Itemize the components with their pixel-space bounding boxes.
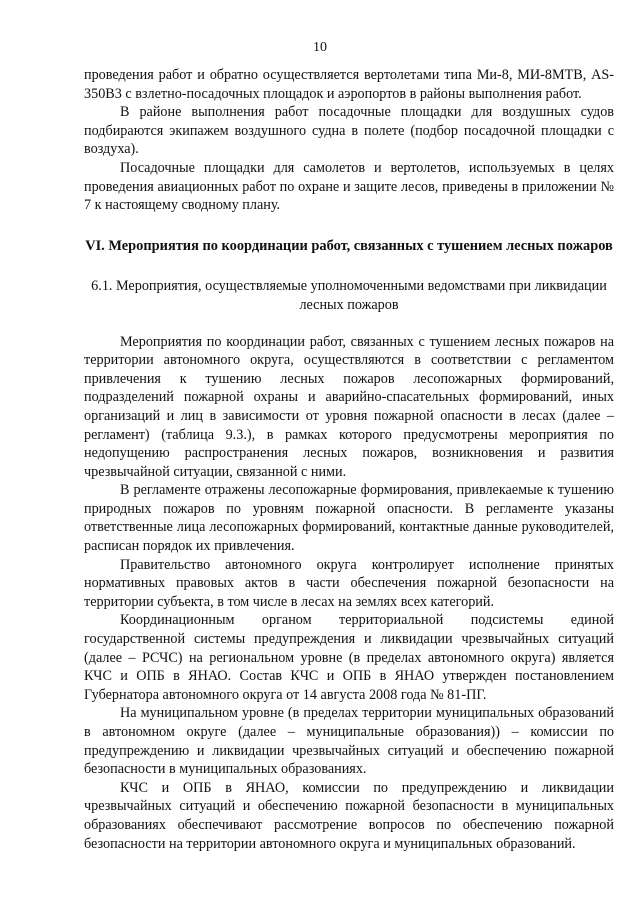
paragraph-coordination-measures: Мероприятия по координации работ, связанных с тушением лесных пожаров на территории автономного округа, осуществляются в соответствии с регламентом привлечения к тушению лесных пожаров лесопожарных формирований, подразделений пожарной охраны и аварийно-спасательных формирований, иных организаций и лиц в зависимости от уровня пожарной опасности в лесах (далее – регламент) (таблица 9.3.), в рамках которого предусмотрены мероприятия по недопущению распространения лесных пожаров, возникновения и развития чрезвычайной ситуации, связанной с ними. [84,333,614,480]
paragraph-landing-sites: В районе выполнения работ посадочные площадки для воздушных судов подбираются экипажем воздушного судна в полете (подбор посадочной площадки с воздуха). [84,104,614,158]
document-body [84,66,614,853]
subsection-heading: 6.1. Мероприятия, осуществляемые уполномоченными ведомствами при ликвидации лесных пожаров [91,278,607,313]
paragraph-regulation: В регламенте отражены лесопожарные формирования, привлекаемые к тушению природных пожаров по уровням пожарной опасности. В регламенте указаны ответственные лица лесопожарных формирований, контактные данные руководителей, расписан порядок их привлечения. [84,482,614,555]
paragraph-coordination-body: Координационным органом территориальной подсистемы единой государственной системы предупреждения и ликвидации чрезвычайных ситуаций (далее – РСЧС) на региональном уровне (в пределах автономного округа) является КЧС и ОПБ в ЯНАО. Состав КЧС и ОПБ в ЯНАО утвержден постановлением Губернатора автономного округа от 14 августа 2008 года № 81-ПГ. [84,612,614,703]
paragraph-commissions: КЧС и ОПБ в ЯНАО, комиссии по предупреждению и ликвидации чрезвычайных ситуаций и обеспечению пожарной безопасности в муниципальных образованиях обеспечивают рассмотрение вопросов по обеспечению пожарной безопасности на территории автономного округа и муниципальных образований. [84,779,614,852]
paragraph-government-control: Правительство автономного округа контролирует исполнение принятых нормативных правовых актов в части обеспечения пожарной безопасности на территории субъекта, в том числе в лесах на землях всех категорий. [84,556,614,610]
paragraph-appendix-reference: Посадочные площадки для самолетов и вертолетов, используемых в целях проведения авиационных работ по охране и защите лесов, приведены в приложении № 7 к настоящему сводному плану. [84,159,614,214]
paragraph-continuation: проведения работ и обратно осуществляется вертолетами типа Ми-8, МИ-8МТВ, AS-350В3 с взлетно-посадочных площадок и аэропортов в районы выполнения работ. [84,67,614,102]
section-heading: VI. Мероприятия по координации работ, связанных с тушением лесных пожаров [85,237,613,254]
paragraph-municipal-level: На муниципальном уровне (в пределах территории муниципальных образований в автономном округе (далее – муниципальные образования)) – комиссии по предупреждению и ликвидации чрезвычайных ситуаций и обеспечению пожарной безопасности в муниципальных образованиях. [84,705,614,778]
page-number: 10 [313,40,327,55]
